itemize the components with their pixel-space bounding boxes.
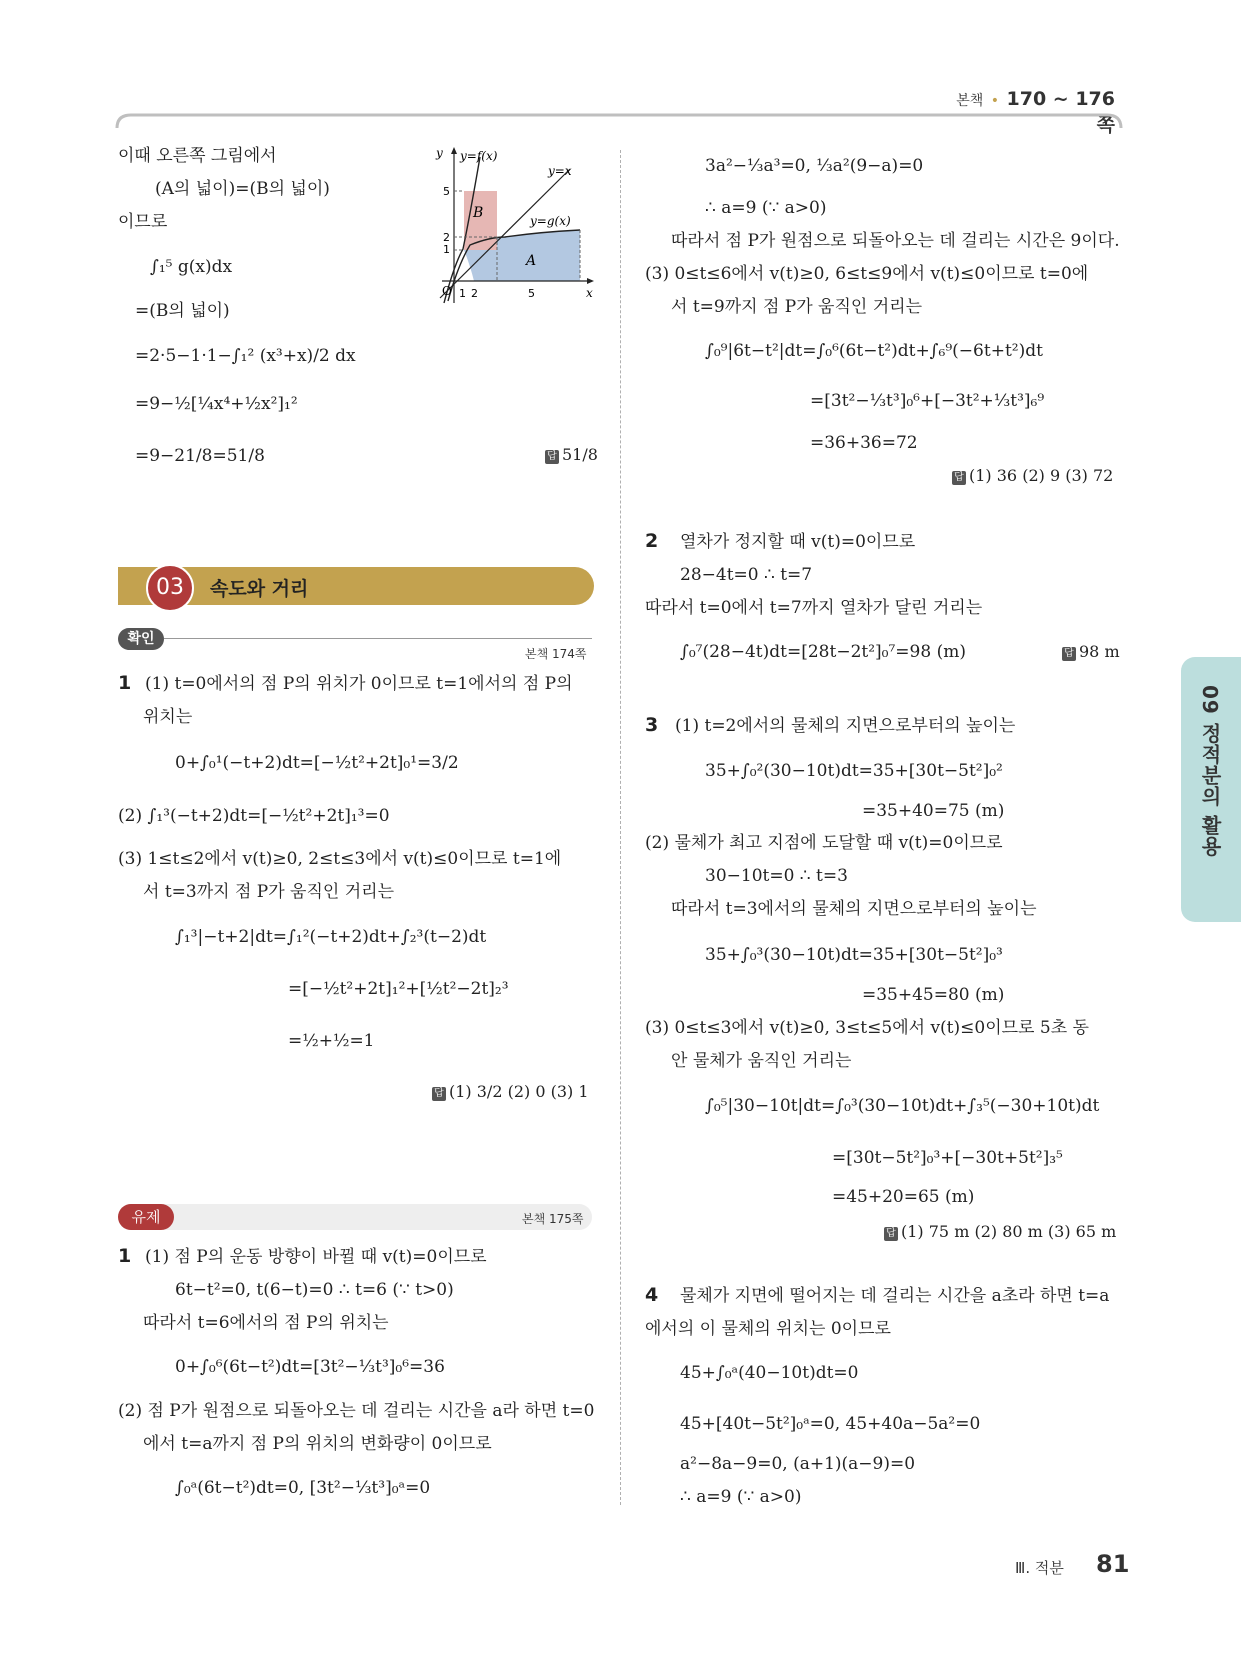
- calc-line-3: =2·5−1·1−∫₁² (x³+x)/2 dx: [135, 346, 356, 366]
- practice-line-6: 에서 t=a까지 점 P의 위치의 변화량이 0이므로: [143, 1434, 492, 1454]
- intro-line-2: (A의 넓이)=(B의 넓이): [155, 179, 330, 199]
- column-divider: [620, 150, 621, 1505]
- answer-icon: 답: [884, 1227, 898, 1241]
- graph-label-y: y: [436, 146, 443, 160]
- answer-icon: 답: [432, 1087, 446, 1101]
- calc-line-4: =9−½[¼x⁴+½x²]₁²: [135, 394, 298, 414]
- problem-3-line-3: =35+40=75 (m): [862, 801, 1005, 821]
- practice-line-4: 0+∫₀⁶(6t−t²)dt=[3t²−⅓t³]₀⁶=36: [175, 1357, 445, 1377]
- problem-3-line-7: 35+∫₀³(30−10t)dt=35+[30t−5t²]₀³: [705, 945, 1003, 965]
- check-badge: 확인: [118, 628, 164, 650]
- problem-3-answer: [884, 1222, 1116, 1241]
- cont-line-3: 따라서 점 P가 원점으로 되돌아오는 데 걸리는 시간은 9이다.: [671, 231, 1120, 251]
- graph-label-b: B: [473, 205, 484, 221]
- answer-icon: 답: [1062, 647, 1076, 661]
- answer-icon: 답: [952, 471, 966, 485]
- problem-2-answer-value: 98 m: [1079, 642, 1120, 661]
- problem-3-line-4: (2) 물체가 최고 지점에 도달할 때 v(t)=0이므로: [645, 833, 1003, 853]
- check-line-5: (3) 1≤t≤2에서 v(t)≥0, 2≤t≤3에서 v(t)≤0이므로 t=1에: [118, 849, 562, 869]
- calc-line-5: =9−21/8=51/8: [135, 446, 265, 466]
- chapter-side-tab-label: 09 정적분의 활용: [1198, 685, 1222, 857]
- area-graph: [430, 145, 600, 315]
- answer-intro: [545, 445, 598, 464]
- graph-label-o: O: [442, 284, 452, 298]
- graph-tick-x5: 5: [528, 287, 535, 300]
- check-line-8: =[−½t²+2t]₁²+[½t²−2t]₂³: [288, 979, 509, 999]
- problem-3-line-2: 35+∫₀²(30−10t)dt=35+[30t−5t²]₀²: [705, 761, 1003, 781]
- practice-line-5: (2) 점 P가 원점으로 되돌아오는 데 걸리는 시간을 a라 하면 t=0: [118, 1401, 595, 1421]
- practice-line-2: 6t−t²=0, t(6−t)=0 ∴ t=6 (∵ t>0): [175, 1280, 454, 1300]
- check-rule: [164, 638, 592, 639]
- problem-4-line-1: 물체가 지면에 떨어지는 데 걸리는 시간을 a초라 하면 t=a: [680, 1286, 1110, 1306]
- graph-tick-x2: 2: [471, 287, 478, 300]
- practice-line-7: ∫₀ᵃ(6t−t²)dt=0, [3t²−⅓t³]₀ᵃ=0: [175, 1478, 431, 1498]
- footer-chapter: Ⅲ. 적분: [1015, 1559, 1064, 1577]
- practice-bar: [118, 1204, 592, 1230]
- graph-label-fx: y=f(x): [460, 149, 498, 163]
- practice-ref: 본책 175쪽: [522, 1212, 584, 1226]
- check-ref: 본책 174쪽: [525, 647, 587, 661]
- problem-3-line-10: 안 물체가 움직인 거리는: [671, 1051, 852, 1071]
- problem-2-line-1: 열차가 정지할 때 v(t)=0이므로: [680, 532, 916, 552]
- graph-label-gx: y=g(x): [530, 214, 571, 228]
- problem-3-line-5: 30−10t=0 ∴ t=3: [705, 866, 848, 886]
- problem-2-line-2: 28−4t=0 ∴ t=7: [680, 565, 813, 585]
- problem-4-line-2: 에서의 이 물체의 위치는 0이므로: [645, 1319, 891, 1339]
- problem-4-line-3: 45+∫₀ᵃ(40−10t)dt=0: [680, 1363, 859, 1383]
- check-line-1: (1) t=0에서의 점 P의 위치가 0이므로 t=1에서의 점 P의: [145, 674, 573, 694]
- cont-line-8: =36+36=72: [810, 433, 918, 453]
- graph-label-a: A: [526, 253, 537, 269]
- problem-4-number: 4: [645, 1284, 659, 1306]
- cont-line-7: =[3t²−⅓t³]₀⁶+[−3t²+⅓t³]₆⁹: [810, 391, 1045, 411]
- section-number: 03: [146, 564, 194, 612]
- answer-intro-value: 51/8: [562, 445, 598, 464]
- cont-answer-value: (1) 36 (2) 9 (3) 72: [969, 466, 1114, 485]
- problem-2-line-3: 따라서 t=0에서 t=7까지 열차가 달린 거리는: [645, 598, 983, 618]
- problem-4-line-4: 45+[40t−5t²]₀ᵃ=0, 45+40a−5a²=0: [680, 1414, 981, 1434]
- calc-line-2: =(B의 넓이): [135, 301, 230, 321]
- calc-line-1: ∫₁⁵ g(x)dx: [150, 257, 233, 277]
- problem-3-line-11: ∫₀⁵|30−10t|dt=∫₀³(30−10t)dt+∫₃⁵(−30+10t)dt: [705, 1096, 1100, 1116]
- footer-page-number: 81: [1096, 1550, 1130, 1578]
- graph-tick-y1: 1: [443, 243, 450, 256]
- section-title: 속도와 거리: [210, 578, 309, 600]
- practice-badge: 유제: [118, 1204, 174, 1230]
- problem-3-line-9: (3) 0≤t≤3에서 v(t)≥0, 3≤t≤5에서 v(t)≤0이므로 5초 동: [645, 1018, 1089, 1038]
- problem-3-line-8: =35+45=80 (m): [862, 985, 1005, 1005]
- graph-tick-y5: 5: [443, 185, 450, 198]
- check-line-6: 서 t=3까지 점 P가 움직인 거리는: [143, 882, 394, 902]
- practice-line-1: (1) 점 P의 운동 방향이 바뀔 때 v(t)=0이므로: [145, 1247, 487, 1267]
- header-bullet: •: [990, 93, 1000, 109]
- header-book: 본책: [956, 93, 984, 109]
- check-line-9: =½+½=1: [288, 1031, 375, 1051]
- graph-tick-x1: 1: [459, 287, 466, 300]
- check-answer: [432, 1082, 589, 1101]
- check-line-7: ∫₁³|−t+2|dt=∫₁²(−t+2)dt+∫₂³(t−2)dt: [175, 927, 487, 947]
- header-rule: [115, 112, 1123, 130]
- answer-icon: 답: [545, 450, 559, 464]
- problem-2-number: 2: [645, 530, 659, 552]
- problem-3-number: 3: [645, 714, 659, 736]
- problem-2-answer: [1062, 642, 1120, 661]
- header-range: 170 ~ 176쪽: [1006, 88, 1115, 136]
- cont-line-5: 서 t=9까지 점 P가 움직인 거리는: [671, 297, 922, 317]
- problem-3-line-13: =45+20=65 (m): [832, 1187, 975, 1207]
- cont-line-2: ∴ a=9 (∵ a>0): [705, 198, 827, 218]
- practice-line-3: 따라서 t=6에서의 점 P의 위치는: [143, 1313, 389, 1333]
- graph-tick-y2: 2: [443, 231, 450, 244]
- problem-2-line-4: ∫₀⁷(28−4t)dt=[28t−2t²]₀⁷=98 (m): [680, 642, 966, 662]
- intro-line-1: 이때 오른쪽 그림에서: [118, 146, 277, 166]
- check-answer-value: (1) 3/2 (2) 0 (3) 1: [449, 1082, 589, 1101]
- intro-line-3: 이므로: [118, 212, 168, 232]
- cont-answer: [952, 466, 1113, 485]
- check-line-2: 위치는: [143, 707, 193, 727]
- check-line-3: 0+∫₀¹(−t+2)dt=[−½t²+2t]₀¹=3/2: [175, 753, 459, 773]
- problem-4-line-5: a²−8a−9=0, (a+1)(a−9)=0: [680, 1454, 916, 1474]
- problem-3-line-12: =[30t−5t²]₀³+[−30t+5t²]₃⁵: [832, 1148, 1063, 1168]
- graph-label-yx: y=x: [548, 164, 572, 178]
- problem-3-line-6: 따라서 t=3에서의 물체의 지면으로부터의 높이는: [671, 899, 1037, 919]
- graph-label-x: x: [586, 286, 593, 300]
- problem-3-line-1: (1) t=2에서의 물체의 지면으로부터의 높이는: [675, 716, 1016, 736]
- check-problem-number: 1: [118, 672, 132, 694]
- practice-problem-number: 1: [118, 1245, 132, 1267]
- cont-line-4: (3) 0≤t≤6에서 v(t)≥0, 6≤t≤9에서 v(t)≤0이므로 t=0에: [645, 264, 1089, 284]
- problem-3-answer-value: (1) 75 m (2) 80 m (3) 65 m: [901, 1222, 1117, 1241]
- cont-line-1: 3a²−⅓a³=0, ⅓a²(9−a)=0: [705, 156, 924, 176]
- check-line-4: (2) ∫₁³(−t+2)dt=[−½t²+2t]₁³=0: [118, 806, 390, 826]
- problem-4-line-6: ∴ a=9 (∵ a>0): [680, 1487, 802, 1507]
- cont-line-6: ∫₀⁹|6t−t²|dt=∫₀⁶(6t−t²)dt+∫₆⁹(−6t+t²)dt: [705, 341, 1043, 361]
